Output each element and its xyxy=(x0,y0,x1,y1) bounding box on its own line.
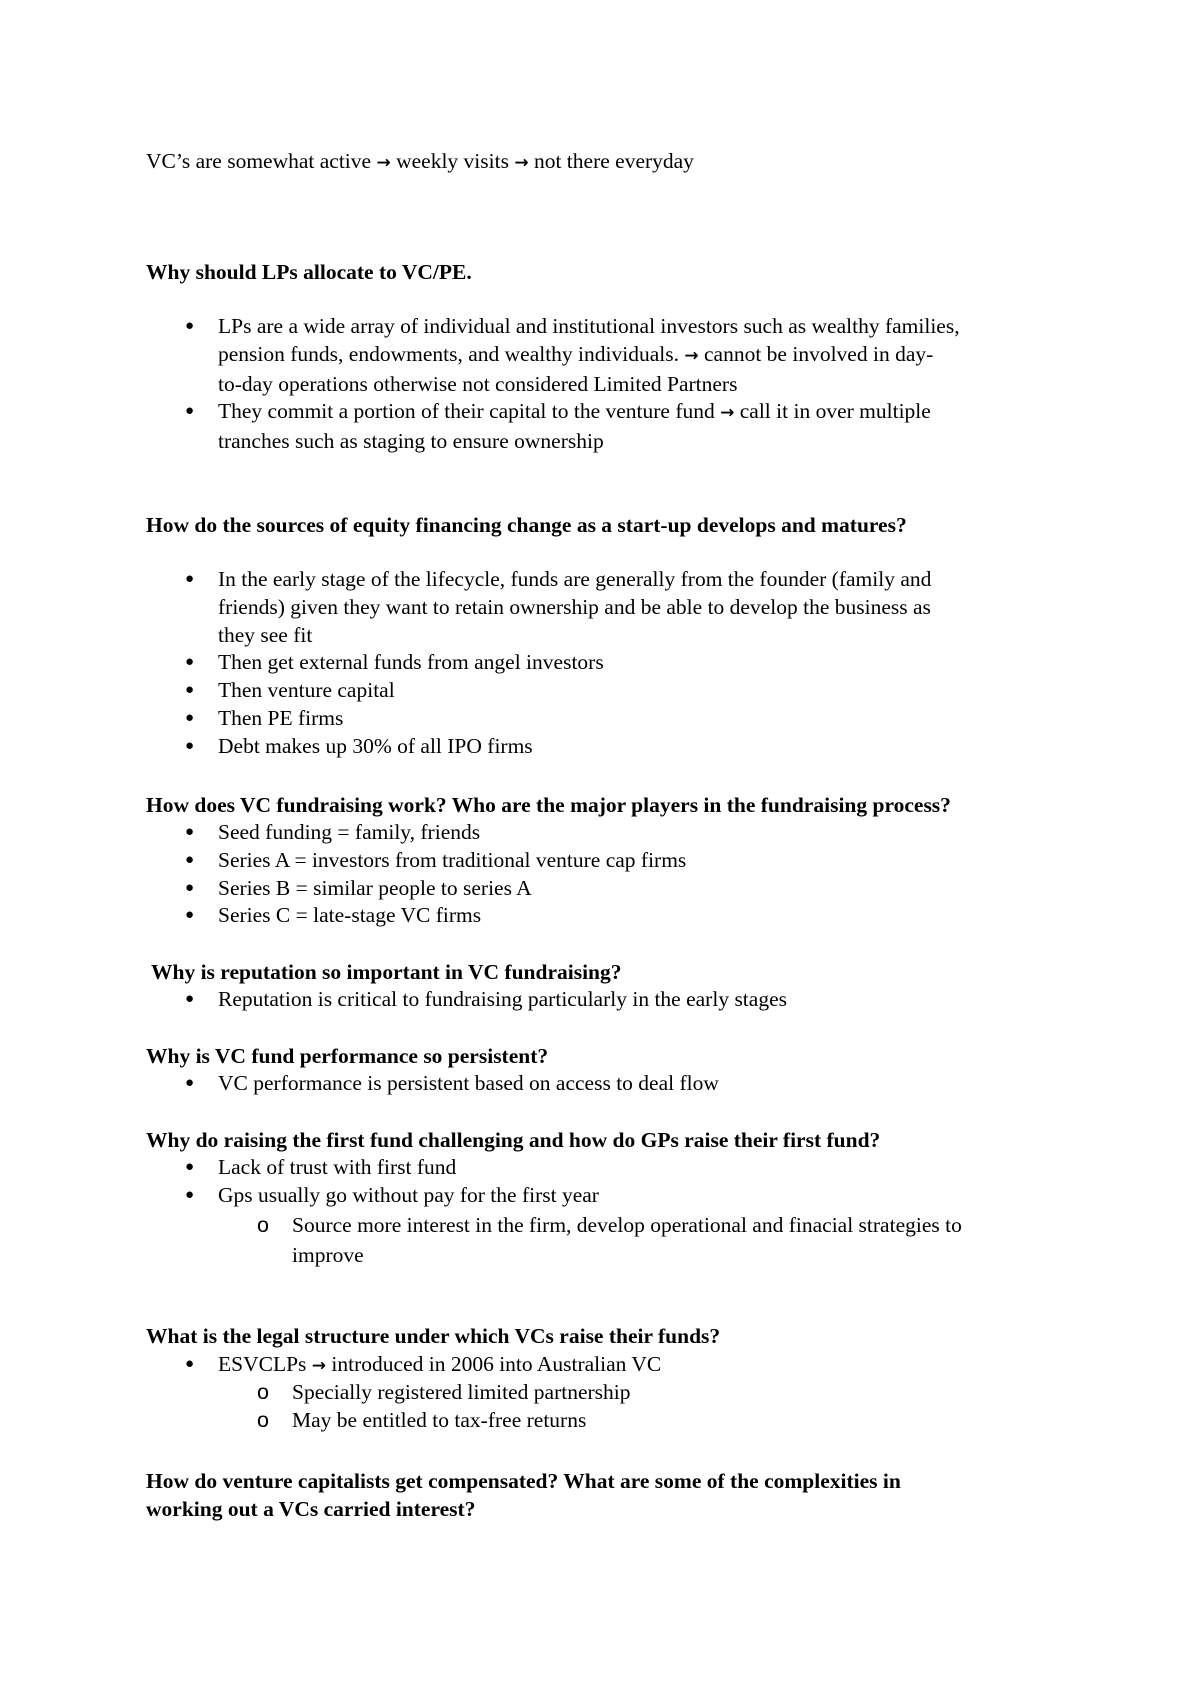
list-item xyxy=(146,1351,661,1381)
intro-text-3: not there everyday xyxy=(528,149,694,173)
section-heading xyxy=(146,1467,901,1523)
list-item xyxy=(146,902,686,930)
list-item-text: introduced in 2006 into Australian VC xyxy=(326,1352,662,1376)
arrow-right-icon: → xyxy=(684,345,699,366)
arrow-right-icon: → xyxy=(376,153,391,173)
list-item xyxy=(146,875,686,903)
list-item xyxy=(146,847,686,875)
circle-bullet-icon: o xyxy=(257,1380,269,1404)
bullet-icon: ● xyxy=(185,907,195,924)
list-item xyxy=(146,649,931,677)
list-item xyxy=(146,677,931,705)
list-item-text: cannot be involved in day- xyxy=(698,341,934,366)
section-heading: Why should LPs allocate to VC/PE. xyxy=(146,260,472,284)
list-item-text: Seed funding = family, friends xyxy=(218,820,481,844)
list-item-text: Gps usually go without pay for the first year xyxy=(218,1182,599,1207)
section-heading: How do the sources of equity financing change as a start-up develops and matures? xyxy=(146,513,907,537)
list-item-text: to-day operations otherwise not considered Limited Partners xyxy=(218,371,738,396)
list-item-text: May be entitled to tax-free returns xyxy=(292,1407,587,1432)
bullet-icon: ● xyxy=(185,879,195,896)
bullet-list xyxy=(146,566,931,761)
list-item-text: Series A = investors from traditional venture cap firms xyxy=(218,847,687,872)
list-item-text: they see fit xyxy=(218,622,313,647)
arrow-right-icon: → xyxy=(514,153,529,173)
list-item-text: pension funds, endowments, and wealthy individuals. xyxy=(218,341,685,366)
sub-bullet-list xyxy=(146,1210,962,1270)
bullet-icon: ● xyxy=(185,1159,195,1175)
list-item-text: Series C = late-stage VC firms xyxy=(218,903,482,928)
list-item-text: In the early stage of the lifecycle, funds are generally from the founder (family and xyxy=(218,567,932,591)
bullet-list xyxy=(146,313,960,456)
bullet-list xyxy=(146,819,686,930)
list-item xyxy=(146,566,931,649)
bullet-icon: ● xyxy=(185,318,195,334)
bullet-icon: ● xyxy=(185,682,195,699)
list-item-text: Source more interest in the firm, develop operational and finacial strategies to xyxy=(292,1213,962,1237)
bullet-icon: ● xyxy=(185,851,195,868)
intro-text-1: VC’s are somewhat active xyxy=(146,149,372,173)
section-heading-line: working out a VCs carried interest? xyxy=(146,1497,476,1521)
list-item xyxy=(146,705,931,733)
list-item-text: Specially registered limited partnership xyxy=(292,1380,631,1404)
bullet-icon: ● xyxy=(185,1356,195,1372)
sub-list-item xyxy=(146,1210,962,1270)
bullet-icon: ● xyxy=(185,824,195,840)
list-item xyxy=(146,819,686,847)
section-heading: Why do raising the first fund challenging and how do GPs raise their first fund? xyxy=(146,1128,881,1152)
list-item-text: VC performance is persistent based on access to deal flow xyxy=(218,1071,719,1095)
section-heading: How does VC fundraising work? Who are the major players in the fundraising process? xyxy=(146,793,951,817)
list-item-text: Then PE firms xyxy=(218,705,344,730)
list-item-text: LPs are a wide array of individual and institutional investors such as wealthy families, xyxy=(218,314,960,338)
list-item-text: Then get external funds from angel investors xyxy=(218,650,604,675)
list-item-text: Series B = similar people to series A xyxy=(218,875,532,900)
list-item-text: friends) given they want to retain ownership and be able to develop the business as xyxy=(218,594,931,619)
bullet-icon: ● xyxy=(185,709,195,726)
bullet-icon: ● xyxy=(185,1075,195,1091)
section-heading: Why is reputation so important in VC fundraising? xyxy=(151,960,622,984)
list-item-text: They commit a portion of their capital to the venture fund xyxy=(218,399,721,424)
bullet-icon: ● xyxy=(185,991,195,1007)
list-item xyxy=(146,1070,719,1098)
sub-list-item xyxy=(146,1407,631,1435)
bullet-icon: ● xyxy=(185,403,195,420)
list-item xyxy=(146,313,960,398)
list-item xyxy=(146,986,787,1014)
section-heading-line: How do venture capitalists get compensated? What are some of the complexities in xyxy=(146,1469,901,1493)
list-item-text: ESVCLPs xyxy=(218,1352,312,1376)
list-item-text: Lack of trust with first fund xyxy=(218,1155,457,1179)
sub-list-item xyxy=(146,1379,631,1407)
bullet-icon: ● xyxy=(185,571,195,587)
circle-bullet-icon: o xyxy=(257,1213,269,1237)
section-heading: Why is VC fund performance so persistent? xyxy=(146,1044,549,1068)
list-item xyxy=(146,1154,599,1182)
bullet-list xyxy=(146,1070,719,1098)
sub-bullet-list xyxy=(146,1379,631,1435)
list-item-text: call it in over multiple xyxy=(734,399,931,424)
intro-text-2: weekly visits xyxy=(390,149,515,173)
intro-line xyxy=(146,147,694,177)
bullet-icon: ● xyxy=(185,654,195,671)
section-heading: What is the legal structure under which VCs raise their funds? xyxy=(146,1324,721,1348)
arrow-right-icon: → xyxy=(311,1356,327,1376)
list-item-text: improve xyxy=(292,1243,364,1267)
bullet-list xyxy=(146,1351,661,1381)
list-item xyxy=(146,1182,599,1210)
circle-bullet-icon: o xyxy=(257,1407,269,1432)
list-item xyxy=(146,733,931,761)
list-item-text: tranches such as staging to ensure ownership xyxy=(218,429,604,454)
bullet-icon: ● xyxy=(185,1186,195,1203)
list-item-text: Debt makes up 30% of all IPO firms xyxy=(218,733,533,758)
list-item-text: Reputation is critical to fundraising particularly in the early stages xyxy=(218,987,787,1011)
bullet-list xyxy=(146,1154,599,1210)
bullet-list xyxy=(146,986,787,1014)
arrow-right-icon: → xyxy=(720,403,735,424)
list-item-text: Then venture capital xyxy=(218,678,395,703)
list-item xyxy=(146,398,960,456)
bullet-icon: ● xyxy=(185,737,195,754)
